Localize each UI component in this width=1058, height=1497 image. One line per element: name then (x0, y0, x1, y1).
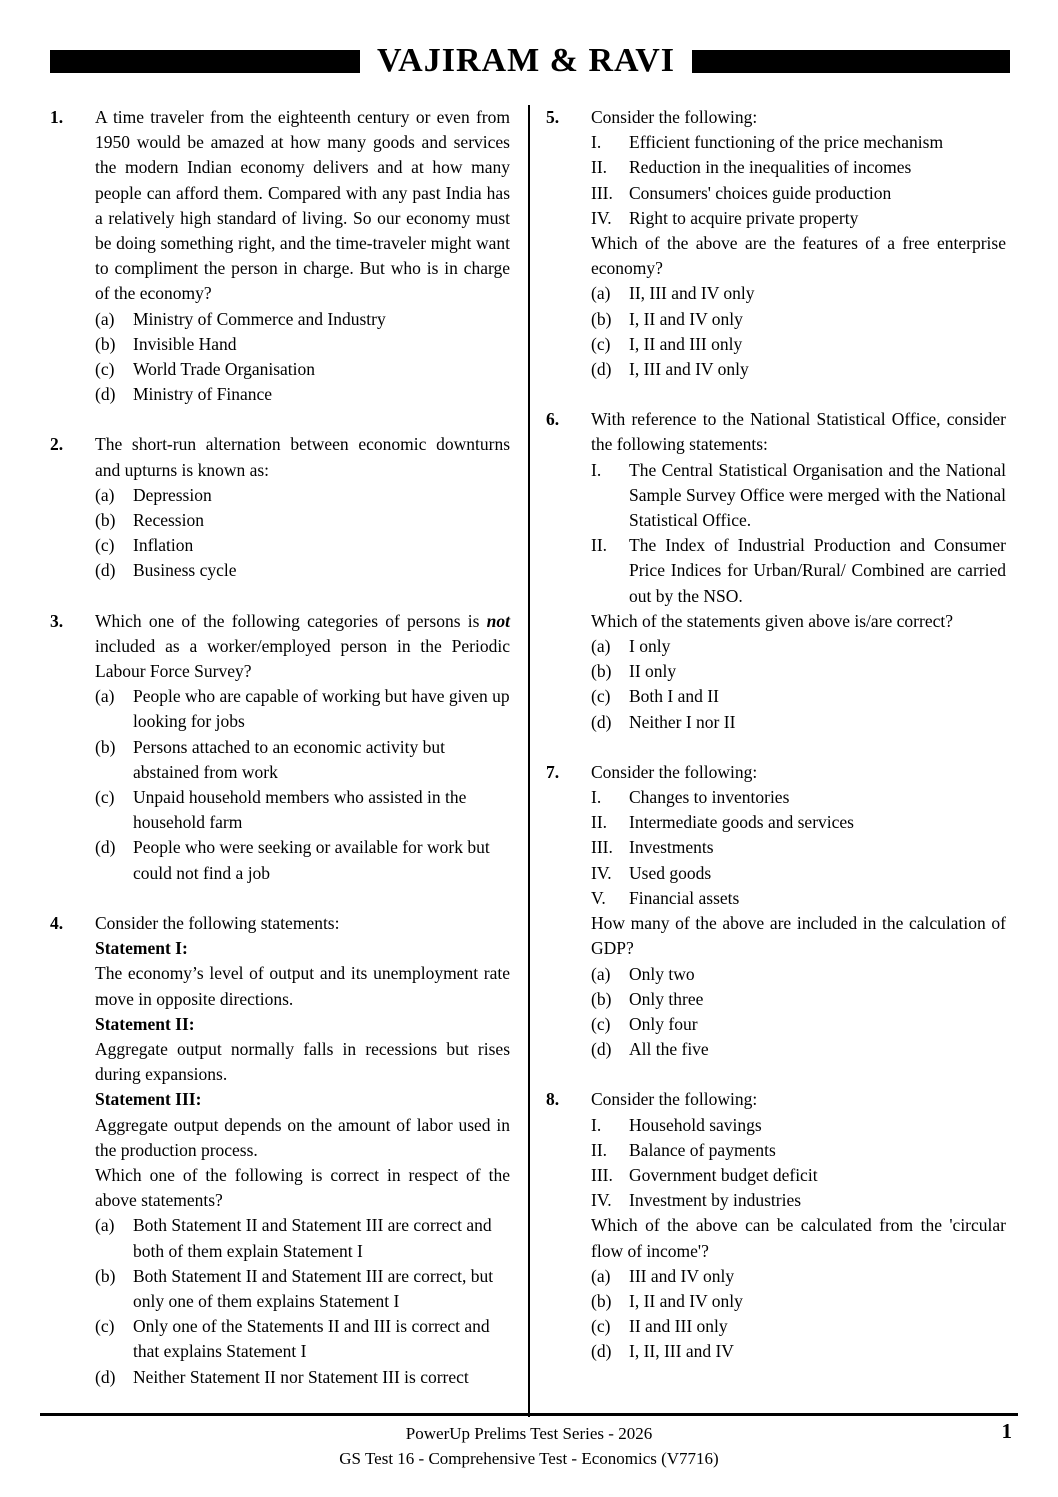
question-8 (546, 1087, 1006, 1364)
question-number: 7. (546, 761, 560, 782)
text-run: included as a worker/employed person in the Periodic Labour Force Survey? (95, 635, 510, 682)
option-text: Depression (133, 484, 212, 505)
list-item (591, 1113, 1006, 1138)
option-label: (d) (95, 837, 116, 858)
option-text: Ministry of Commerce and Industry (133, 308, 386, 329)
answer-option (591, 1314, 1006, 1339)
question-text: Which one of the following is correct in respect of the above statements? (95, 1164, 510, 1211)
option-label: (c) (95, 535, 115, 556)
statement-label: Statement II: (95, 1013, 195, 1034)
masthead-bar-left (50, 50, 360, 73)
answer-option (95, 735, 510, 785)
option-label: (b) (591, 661, 612, 682)
item-text: Investments (629, 837, 714, 858)
option-label: (c) (591, 1316, 611, 1337)
item-label: IV. (591, 207, 612, 228)
option-text: Both Statement II and Statement III are correct and both of them explain Statement I (133, 1215, 492, 1261)
item-text: The Index of Industrial Production and Consumer Price Indices for Urban/Rural/ Combined are carried out by the NSO. (629, 535, 1006, 606)
footer-test-title: GS Test 16 - Comprehensive Test - Economics (V7716) (339, 1449, 719, 1468)
option-text: Only four (629, 1013, 698, 1034)
answer-option (95, 1365, 510, 1390)
option-label: (d) (95, 1366, 116, 1387)
list-item (591, 1188, 1006, 1213)
answer-option (95, 1264, 510, 1314)
option-text: Inflation (133, 535, 194, 556)
question-number: 1. (50, 107, 64, 127)
answer-option (591, 1037, 1006, 1062)
item-text: Intermediate goods and services (629, 812, 854, 833)
item-text: Changes to inventories (629, 787, 790, 808)
answer-option (95, 332, 510, 357)
item-label: IV. (591, 862, 612, 883)
question-number: 3. (50, 610, 64, 631)
option-label: (a) (591, 963, 611, 984)
option-label: (d) (591, 1341, 612, 1362)
item-text: Government budget deficit (629, 1164, 818, 1185)
question-1 (50, 105, 510, 407)
answer-option (591, 1339, 1006, 1364)
option-text: II, III and IV only (629, 283, 755, 304)
option-label: (a) (95, 484, 115, 505)
masthead-bar-right (692, 50, 1010, 73)
item-label: I. (591, 787, 602, 808)
question-text (95, 609, 510, 685)
answer-option (591, 634, 1006, 659)
question-text: Consider the following: (591, 107, 758, 127)
answer-option (591, 1264, 1006, 1289)
option-text: Business cycle (133, 560, 237, 581)
question-body (95, 911, 510, 1390)
statement-label: Statement III: (95, 1089, 202, 1110)
question-7 (546, 760, 1006, 1062)
list-item (591, 810, 1006, 835)
page-footer (40, 1413, 1018, 1471)
option-label: (d) (591, 359, 612, 380)
option-label: (a) (591, 1265, 611, 1286)
item-text: Balance of payments (629, 1139, 776, 1160)
question-body (95, 432, 510, 583)
option-text: I, II and III only (629, 333, 743, 354)
question-text: The economy’s level of output and its unemployment rate move in opposite directions. (95, 963, 510, 1009)
answer-option (95, 307, 510, 332)
answer-option (591, 710, 1006, 735)
option-text: Neither Statement II nor Statement III is correct (133, 1366, 469, 1387)
question-body (95, 609, 510, 886)
option-text: Unpaid household members who assisted in the household farm (133, 787, 467, 833)
question-3 (50, 609, 510, 886)
answer-option (591, 684, 1006, 709)
answer-option (591, 1289, 1006, 1314)
option-label: (c) (591, 686, 611, 707)
question-text: A time traveler from the eighteenth century or even from 1950 would be amazed at how many goods and services the modern Indian economy delivers and at how many people can afford them. Compared with any past India has a relatively high standard of living. So our economy must be doing something right, and the time-traveler might want to compliment the person in charge. But who is in charge of the economy? (95, 107, 510, 304)
question-number: 6. (546, 409, 560, 430)
question-text: Consider the following: (591, 761, 758, 782)
answer-option (591, 307, 1006, 332)
list-item (591, 130, 1006, 155)
list-item (591, 886, 1006, 911)
option-label: (b) (95, 1265, 116, 1286)
option-text: Recession (133, 510, 204, 531)
answer-option (95, 785, 510, 835)
page-number: 1 (1001, 1419, 1012, 1443)
list-item (591, 1163, 1006, 1188)
option-text: II and III only (629, 1316, 728, 1337)
item-label: II. (591, 812, 608, 833)
list-item (591, 861, 1006, 886)
option-label: (d) (95, 560, 116, 581)
option-label: (c) (95, 787, 115, 808)
option-label: (b) (591, 1290, 612, 1311)
option-label: (b) (95, 333, 116, 354)
brand-title: VAJIRAM & RAVI (377, 42, 675, 79)
answer-option (591, 659, 1006, 684)
option-text: I, II and IV only (629, 1290, 743, 1311)
option-text: III and IV only (629, 1265, 735, 1286)
item-text: Used goods (629, 862, 712, 883)
item-text: The Central Statistical Organisation and the National Sample Survey Office were merged with the National Statistical Office. (629, 459, 1006, 531)
option-label: (c) (591, 333, 611, 354)
option-label: (d) (591, 711, 612, 732)
item-label: II. (591, 1139, 608, 1160)
item-label: V. (591, 887, 606, 908)
option-text: Ministry of Finance (133, 384, 273, 405)
option-label: (b) (95, 510, 116, 531)
option-label: (b) (591, 988, 612, 1009)
list-item (591, 533, 1006, 609)
option-text: I, II, III and IV (629, 1341, 734, 1362)
question-number: 2. (50, 434, 64, 455)
option-label: (c) (95, 1316, 115, 1337)
item-label: IV. (591, 1190, 612, 1211)
answer-option (591, 1012, 1006, 1037)
item-text: Financial assets (629, 887, 740, 908)
option-text: Only three (629, 988, 704, 1009)
question-body (591, 105, 1006, 382)
option-text: Neither I nor II (629, 711, 736, 732)
question-text: Aggregate output normally falls in recessions but rises during expansions. (95, 1038, 510, 1085)
option-label: (a) (95, 308, 115, 329)
answer-option (591, 357, 1006, 382)
option-label: (b) (591, 308, 612, 329)
answer-option (591, 332, 1006, 357)
option-text: II only (629, 661, 677, 682)
option-text: All the five (629, 1039, 709, 1060)
option-label: (c) (591, 1013, 611, 1034)
option-label: (d) (95, 384, 116, 405)
question-text: Aggregate output depends on the amount of labor used in the production process. (95, 1114, 510, 1160)
item-text: Household savings (629, 1114, 762, 1135)
item-label: I. (591, 132, 602, 153)
question-4 (50, 911, 510, 1390)
list-item (591, 785, 1006, 810)
question-body (591, 1087, 1006, 1364)
option-label: (b) (95, 736, 116, 757)
option-text: Only two (629, 963, 695, 984)
question-number: 8. (546, 1089, 560, 1110)
question-5 (546, 105, 1006, 382)
list-item (591, 1138, 1006, 1163)
answer-option (95, 558, 510, 583)
answer-option (95, 483, 510, 508)
question-body (95, 105, 510, 407)
footer-series-title: PowerUp Prelims Test Series - 2026 (405, 1424, 653, 1443)
answer-option (591, 987, 1006, 1012)
item-label: I. (591, 1114, 602, 1135)
option-text: I only (629, 636, 671, 657)
option-label: (a) (591, 283, 611, 304)
option-label: (d) (591, 1039, 612, 1060)
list-item (591, 155, 1006, 180)
question-text: With reference to the National Statistical Office, consider the following statements: (591, 409, 1006, 455)
answer-option (95, 1314, 510, 1364)
question-text: How many of the above are included in the calculation of GDP? (591, 913, 1006, 959)
item-label: I. (591, 459, 602, 480)
item-text: Investment by industries (629, 1190, 802, 1211)
item-text: Efficient functioning of the price mechanism (629, 132, 944, 153)
question-text: Which of the above are the features of a free enterprise economy? (591, 233, 1006, 279)
question-body (591, 760, 1006, 1062)
answer-option (95, 382, 510, 407)
item-text: Consumers' choices guide production (629, 182, 892, 203)
left-column (50, 105, 528, 1417)
answer-option (95, 835, 510, 885)
answer-option (95, 533, 510, 558)
question-text: Consider the following statements: (95, 912, 340, 933)
option-text: Both Statement II and Statement III are correct, but only one of them explains Statement I (133, 1265, 494, 1311)
question-text: Which of the statements given above is/are correct? (591, 610, 953, 631)
list-item (591, 458, 1006, 534)
question-number: 4. (50, 912, 64, 933)
question-6 (546, 407, 1006, 735)
masthead (50, 44, 1010, 78)
answer-option (591, 281, 1006, 306)
question-text: Consider the following: (591, 1089, 758, 1110)
answer-option (95, 1213, 510, 1263)
item-label: III. (591, 182, 613, 203)
list-item (591, 835, 1006, 860)
emphasized-text: not (486, 610, 510, 631)
answer-option (95, 684, 510, 734)
answer-option (591, 962, 1006, 987)
question-columns (50, 105, 1018, 1417)
text-run: Which one of the following categories of persons is (95, 610, 487, 631)
option-text: People who were seeking or available for work but could not find a job (133, 837, 490, 883)
option-text: People who are capable of working but have given up looking for jobs (133, 686, 510, 732)
option-text: World Trade Organisation (133, 359, 316, 380)
option-text: Only one of the Statements II and III is correct and that explains Statement I (133, 1316, 490, 1362)
question-2 (50, 432, 510, 583)
answer-option (95, 357, 510, 382)
list-item (591, 181, 1006, 206)
item-label: III. (591, 1164, 613, 1185)
option-label: (c) (95, 359, 115, 380)
answer-option (95, 508, 510, 533)
question-number: 5. (546, 107, 560, 127)
option-label: (a) (591, 636, 611, 657)
item-text: Right to acquire private property (629, 207, 859, 228)
option-label: (a) (95, 1215, 115, 1236)
item-label: III. (591, 837, 613, 858)
option-text: I, II and IV only (629, 308, 743, 329)
item-text: Reduction in the inequalities of incomes (629, 157, 912, 178)
option-text: Both I and II (629, 686, 719, 707)
option-label: (a) (95, 686, 115, 707)
option-text: Persons attached to an economic activity but abstained from work (133, 736, 445, 782)
statement-label: Statement I: (95, 938, 188, 959)
list-item (591, 206, 1006, 231)
option-text: I, III and IV only (629, 359, 749, 380)
option-text: Invisible Hand (133, 333, 237, 354)
item-label: II. (591, 535, 608, 556)
question-body (591, 407, 1006, 735)
item-label: II. (591, 157, 608, 178)
right-column (530, 105, 1006, 1417)
question-text: Which of the above can be calculated from the 'circular flow of income'? (591, 1215, 1006, 1261)
question-text: The short-run alternation between economic downturns and upturns is known as: (95, 434, 510, 480)
